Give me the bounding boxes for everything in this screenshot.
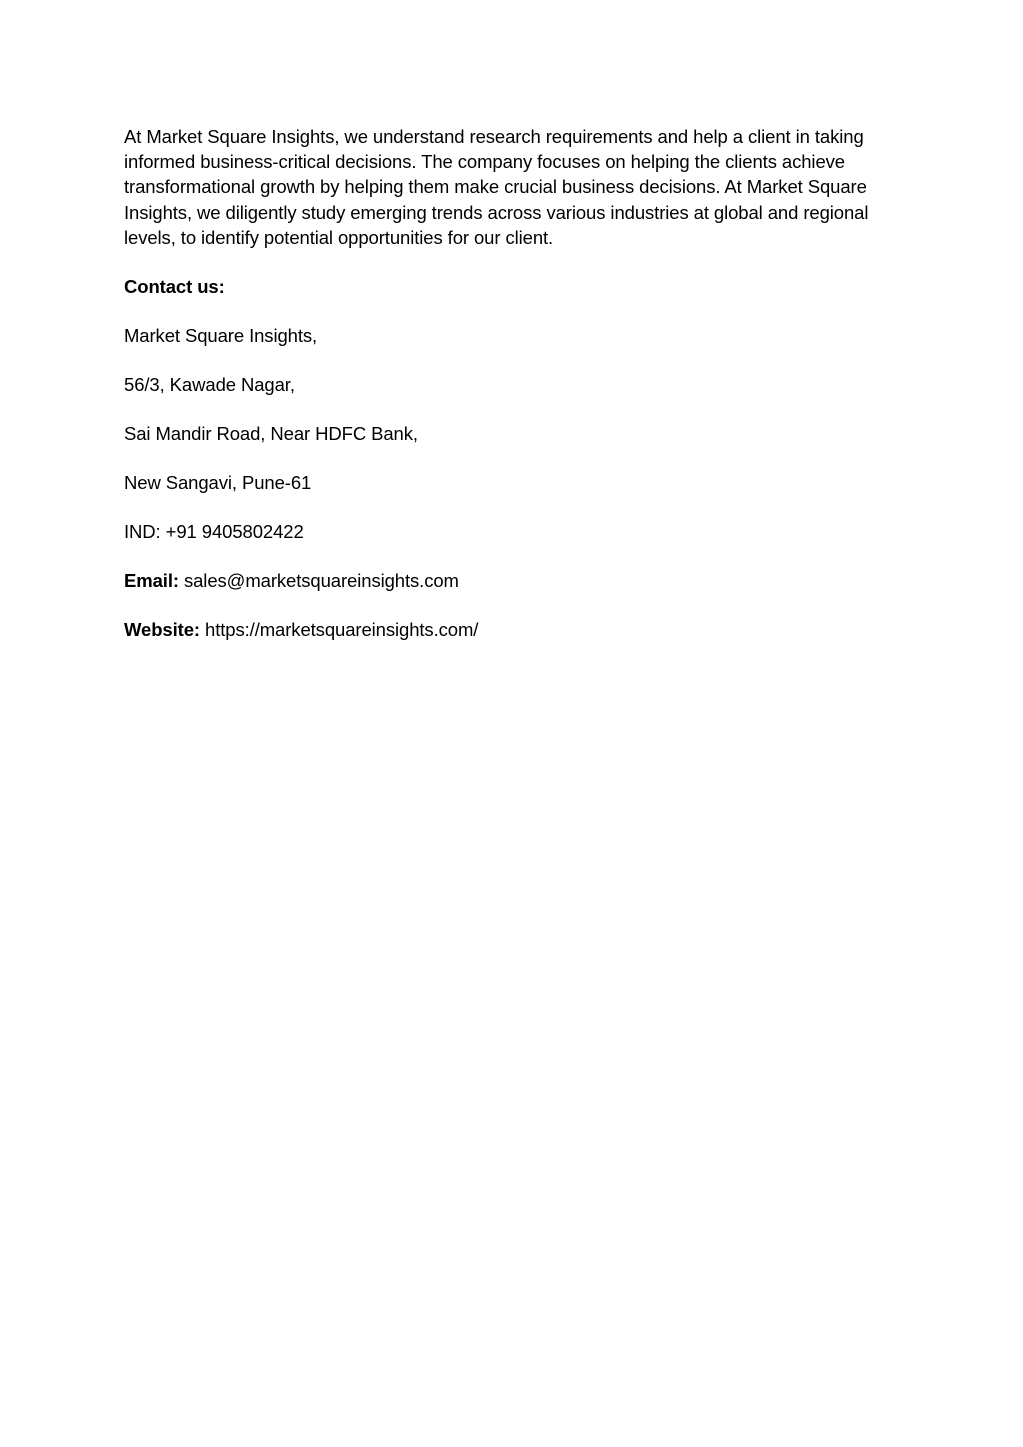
email-label: Email: [124,570,179,592]
document-body [124,124,904,642]
contact-heading: Contact us: [124,276,225,298]
email-line [124,568,904,593]
website-url[interactable]: https://marketsquareinsights.com/ [205,619,479,641]
website-label: Website: [124,619,200,641]
email-address[interactable]: sales@marketsquareinsights.com [183,570,459,592]
address-line-3: New Sangavi, Pune-61 [124,472,312,494]
address-line-2: Sai Mandir Road, Near HDFC Bank, [124,423,418,445]
address-line-1: 56/3, Kawade Nagar, [124,374,295,396]
website-line [124,617,904,642]
address-company: Market Square Insights, [124,325,318,347]
phone-number: IND: +91 9405802422 [124,521,304,543]
intro-paragraph: At Market Square Insights, we understand research requirements and help a client in taking informed business-critical decisions. The company focuses on helping the clients achieve transformational growth by helping them make crucial business decisions. At Market Square Insights, we diligently study emerging trends across various industries at global and regional levels, to identify potential opportunities for our client. [124,126,869,248]
